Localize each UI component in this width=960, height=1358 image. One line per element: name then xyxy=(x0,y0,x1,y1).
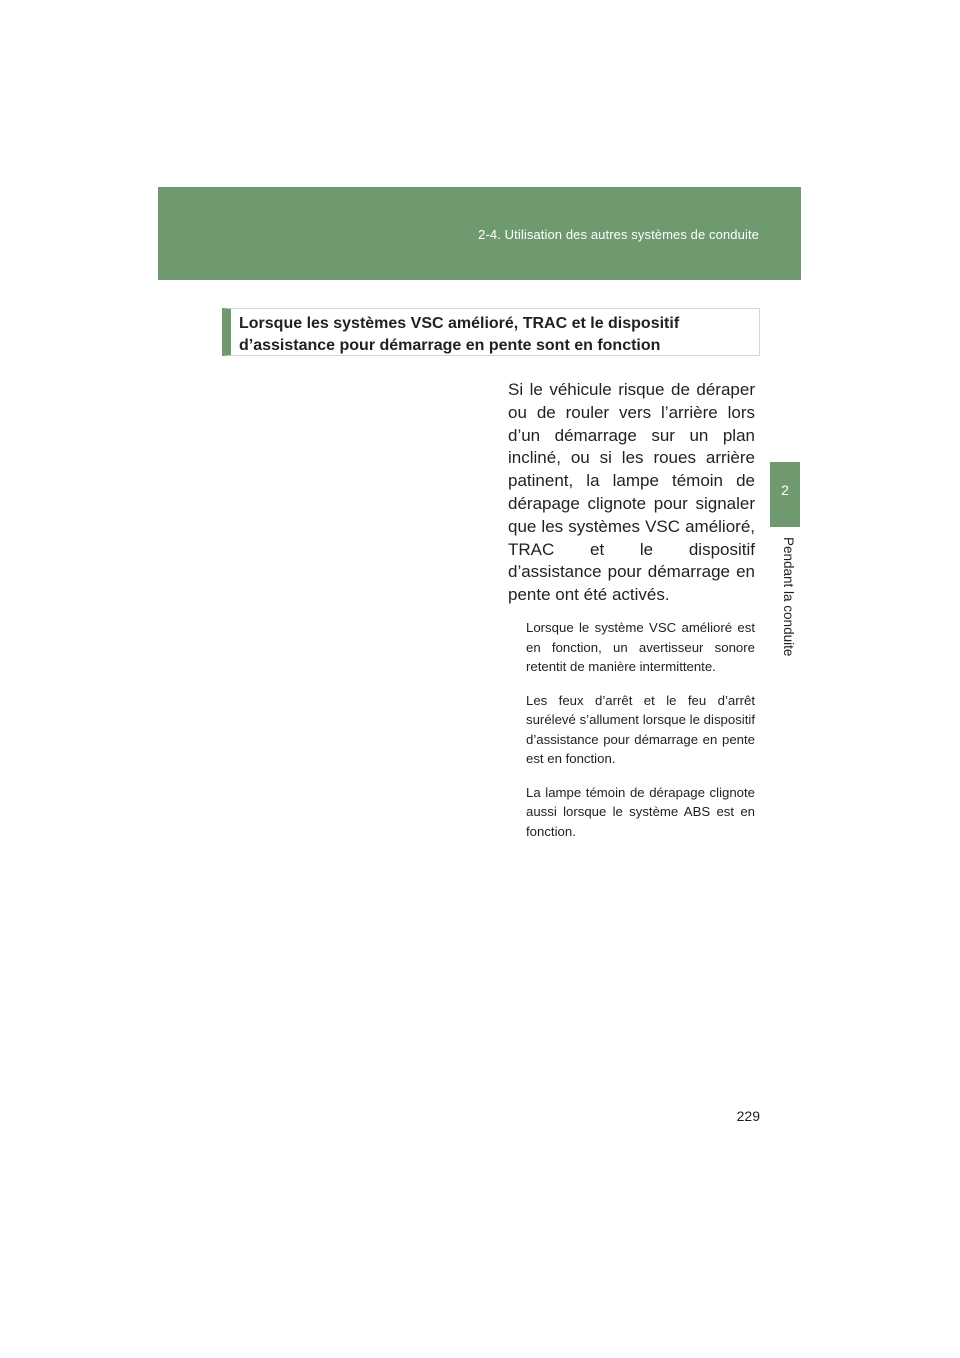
notes-list xyxy=(526,618,755,855)
note-item: Lorsque le système VSC amélioré est en fonction, un avertisseur sonore retentit de manière intermittente. xyxy=(526,620,755,674)
page-number: 229 xyxy=(736,1108,760,1124)
section-heading: Lorsque les systèmes VSC amélioré, TRAC et le dispositif d’assistance pour démarrage en pente sont en fonction xyxy=(239,315,680,354)
header-band xyxy=(158,187,801,280)
note-item: Les feux d’arrêt et le feu d’arrêt surélevé s’allument lorsque le dispositif d’assistance pour démarrage en pente est en fonction. xyxy=(526,692,755,766)
note-item: La lampe témoin de dérapage clignote aussi lorsque le système ABS est en fonction. xyxy=(526,784,755,839)
section-title: 2-4. Utilisation des autres systèmes de conduite xyxy=(478,227,759,242)
body-paragraph: Si le véhicule risque de déraper ou de rouler vers l’arrière lors d’un démarrage sur un plan incliné, ou si les roues arrière patinent, la lampe témoin de dérapage clignote pour signaler que les systèmes VSC amélioré, TRAC et le dispositif d’assistance pour démarrage en pente ont été activés. xyxy=(508,380,755,605)
chapter-tab xyxy=(770,462,800,527)
section-heading-box xyxy=(222,308,760,356)
chapter-number: 2 xyxy=(781,482,789,498)
chapter-label: Pendant la conduite xyxy=(781,537,796,657)
